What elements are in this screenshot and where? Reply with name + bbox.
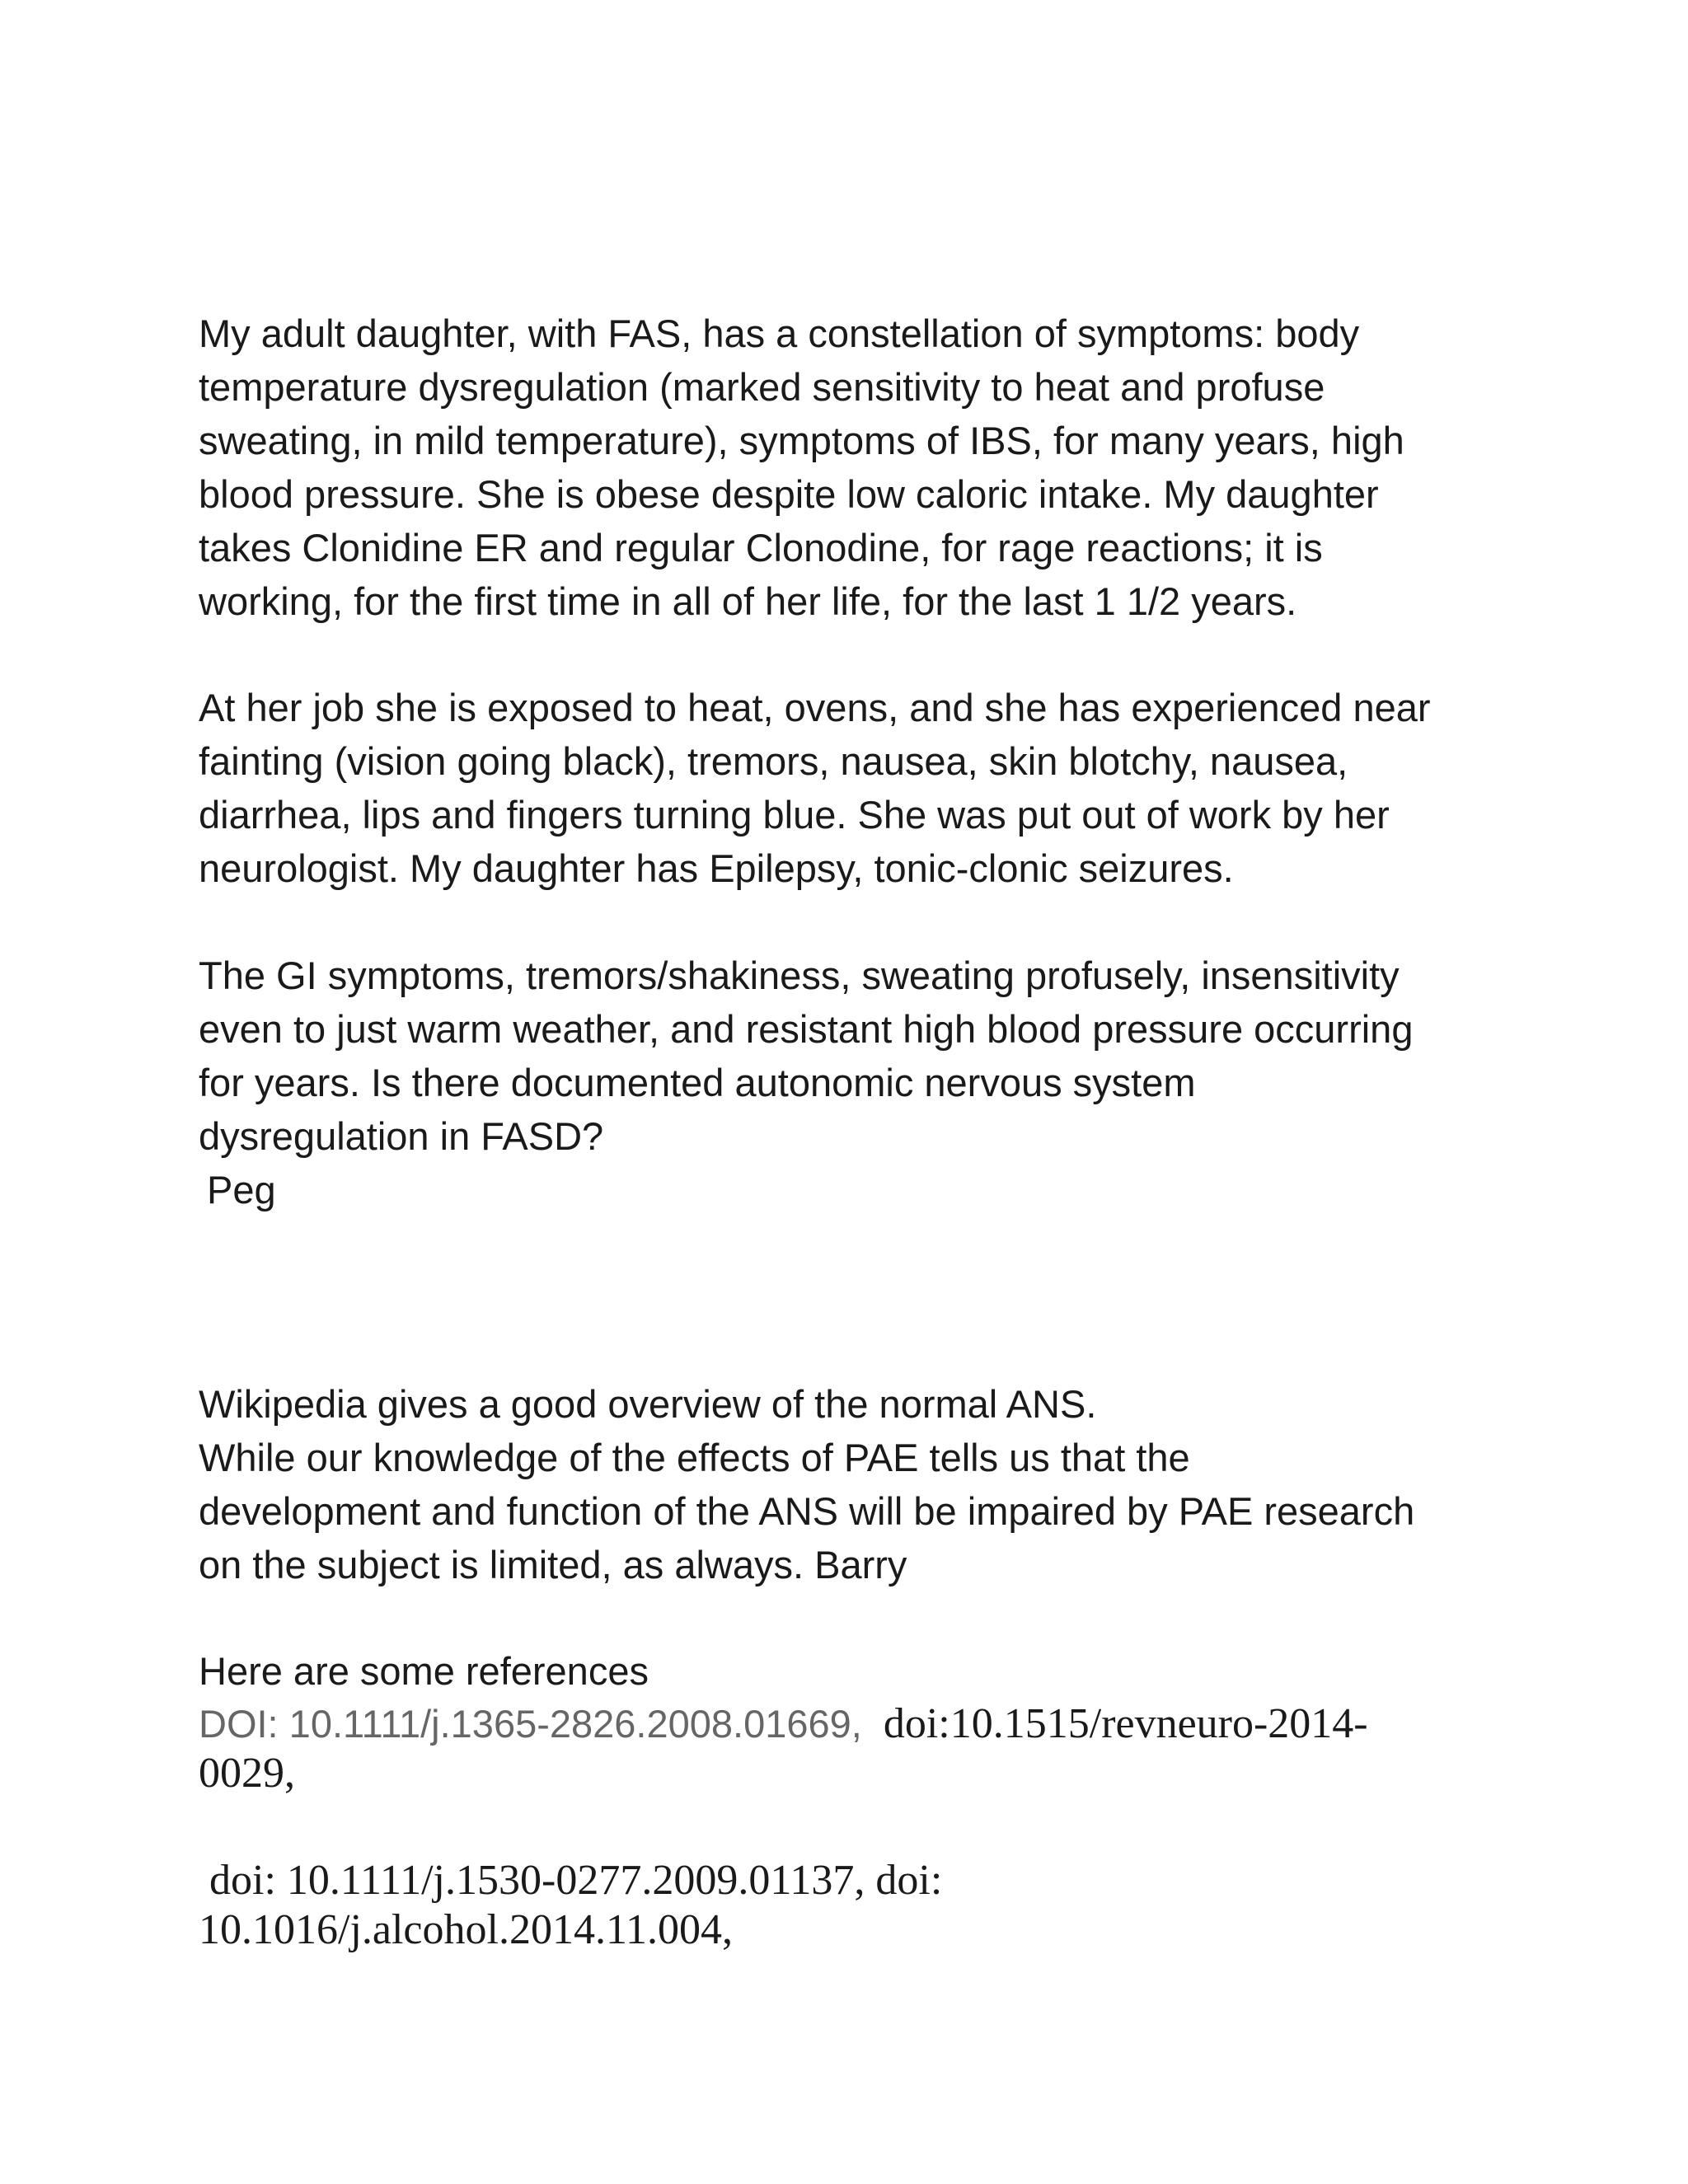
reference-line: 10.1016/j.alcohol.2014.11.004, [199,1906,734,1953]
text-line: working, for the first time in all of her life, for the last 1 1/2 years. [199,579,1297,623]
reference-doi: doi:10.1515/revneuro-2014- [883,1700,1368,1747]
text-line: diarrhea, lips and fingers turning blue. She was put out of work by her [199,793,1390,837]
question-paragraph-3 [199,949,1517,1163]
text-line: takes Clonidine ER and regular Clonodine, for rage reactions; it is [199,526,1323,569]
references-heading: Here are some references [199,1649,649,1693]
text-line: blood pressure. She is obese despite low caloric intake. My daughter [199,472,1379,516]
text-line: My adult daughter, with FAS, has a constellation of symptoms: body [199,312,1360,355]
text-line: for years. Is there documented autonomic nervous system [199,1061,1196,1104]
text-line: even to just warm weather, and resistant high blood pressure occurring [199,1007,1414,1051]
question-paragraph-2 [199,681,1517,895]
text-line: The GI symptoms, tremors/shakiness, sweating profusely, insensitivity [199,954,1400,997]
text-line: development and function of the ANS will be impaired by PAE research [199,1489,1415,1533]
answer-paragraph [199,1377,1517,1591]
reference-line: 0029, [199,1750,295,1797]
reference-doi: doi: 10.1111/j.1530-0277.2009.01137, doi: [209,1857,943,1904]
text-line: fainting (vision going black), tremors, nausea, skin blotchy, nausea, [199,739,1348,783]
reference-line [199,1856,1517,1905]
text-line: dysregulation in FASD? [199,1114,604,1158]
text-line: on the subject is limited, as always. Barry [199,1543,907,1586]
references-list-1 [199,1699,1517,1798]
text-line: sweating, in mild temperature), symptoms of IBS, for many years, high [199,419,1404,462]
question-paragraph-1 [199,307,1517,628]
text-line: temperature dysregulation (marked sensitivity to heat and profuse [199,365,1325,409]
references-list-2 [199,1856,1517,1955]
text-line: Wikipedia gives a good overview of the normal ANS. [199,1382,1097,1426]
reference-doi: DOI: 10.1111/j.1365-2826.2008.01669, [199,1702,862,1746]
text-line: At her job she is exposed to heat, ovens, and she has experienced near [199,686,1431,729]
text-line: While our knowledge of the effects of PAE tells us that the [199,1436,1190,1479]
text-line: neurologist. My daughter has Epilepsy, tonic-clonic seizures. [199,846,1234,890]
question-signature: Peg [207,1168,276,1212]
reference-line [199,1699,1517,1749]
